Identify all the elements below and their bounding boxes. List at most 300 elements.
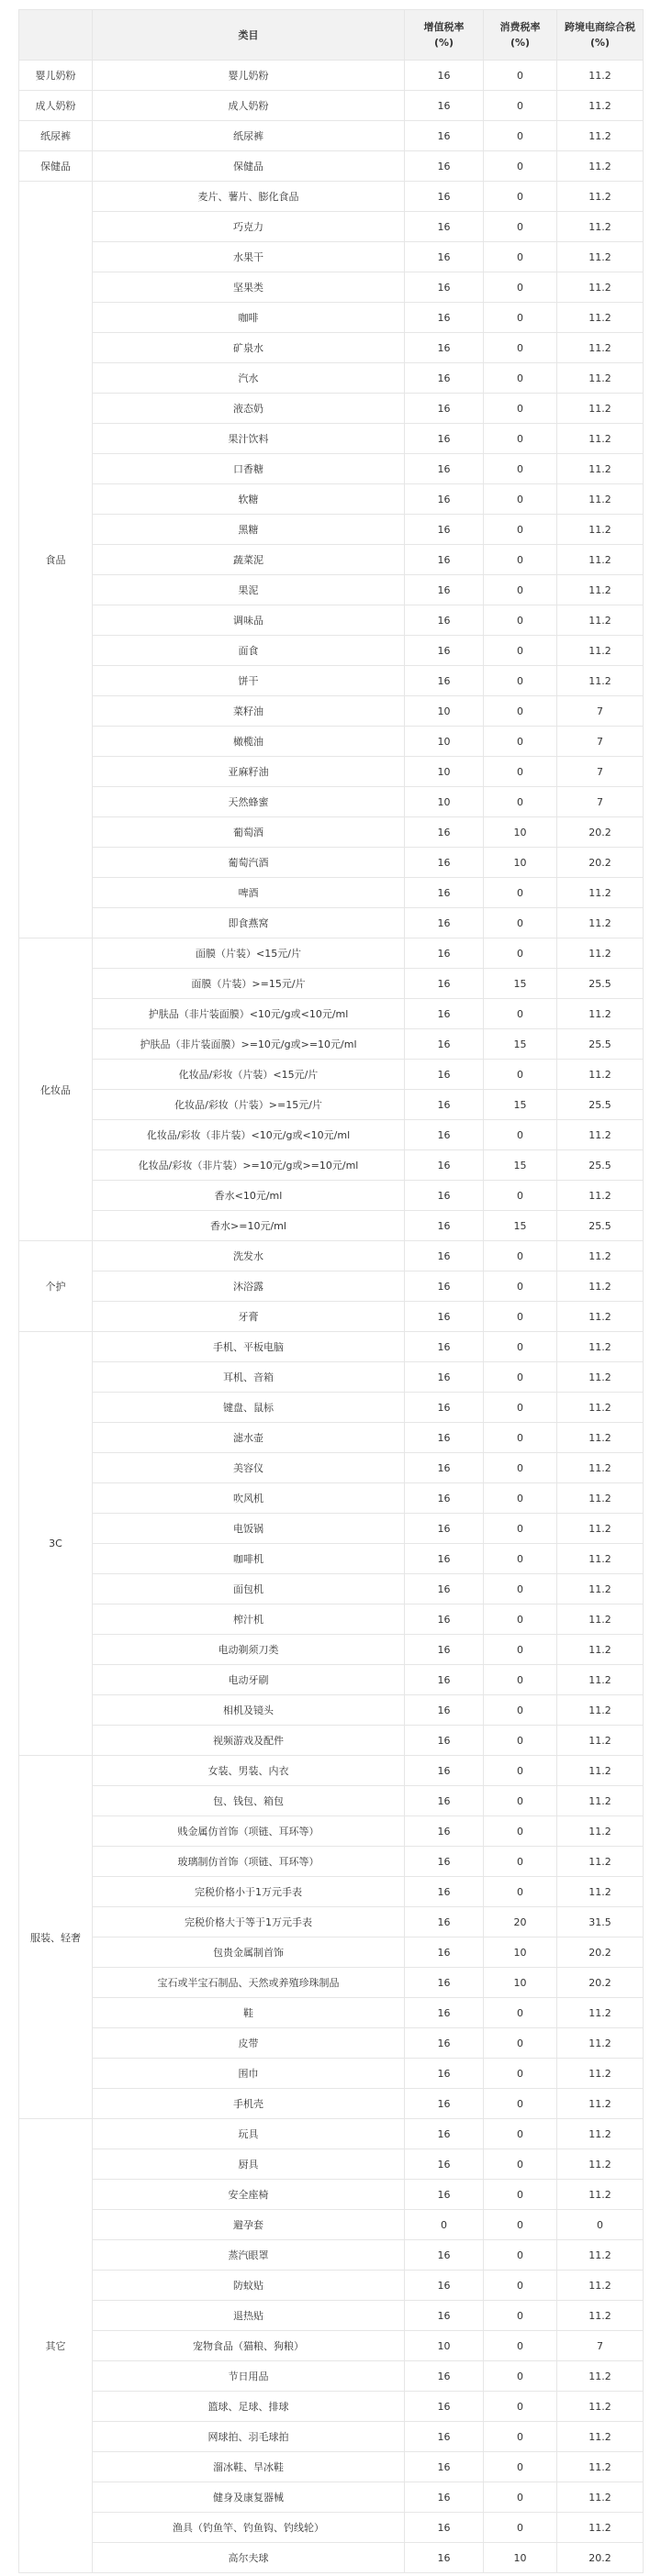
composite-tax-cell: 11.2 — [557, 1393, 644, 1423]
table-row — [19, 2089, 644, 2119]
composite-tax-cell: 11.2 — [557, 91, 644, 121]
item-name-cell: 电动牙刷 — [93, 1665, 405, 1695]
composite-tax-cell: 11.2 — [557, 2089, 644, 2119]
consumption-tax-cell: 0 — [484, 424, 557, 454]
composite-tax-cell: 11.2 — [557, 1120, 644, 1150]
composite-tax-cell: 11.2 — [557, 1756, 644, 1786]
item-name-cell: 篮球、足球、排球 — [93, 2392, 405, 2422]
vat-rate-cell: 16 — [405, 2301, 484, 2331]
consumption-tax-cell: 10 — [484, 1938, 557, 1968]
vat-rate-cell: 16 — [405, 2513, 484, 2543]
consumption-tax-cell: 0 — [484, 121, 557, 151]
composite-tax-cell: 7 — [557, 2331, 644, 2361]
vat-rate-cell: 16 — [405, 1635, 484, 1665]
consumption-tax-cell: 0 — [484, 1302, 557, 1332]
table-row — [19, 2361, 644, 2392]
vat-rate-cell: 16 — [405, 1453, 484, 1483]
vat-rate-cell: 16 — [405, 1665, 484, 1695]
composite-tax-cell: 7 — [557, 757, 644, 787]
table-row — [19, 242, 644, 272]
consumption-tax-cell: 0 — [484, 2149, 557, 2180]
item-name-cell: 口香糖 — [93, 454, 405, 484]
consumption-tax-cell: 0 — [484, 2331, 557, 2361]
consumption-tax-cell: 0 — [484, 2392, 557, 2422]
vat-rate-cell: 10 — [405, 787, 484, 817]
table-row — [19, 938, 644, 969]
consumption-tax-cell: 0 — [484, 182, 557, 212]
consumption-tax-cell: 0 — [484, 1786, 557, 1816]
header-row — [19, 10, 644, 61]
table-row — [19, 1816, 644, 1847]
item-name-cell: 护肤品（非片装面膜）>=10元/g或>=10元/ml — [93, 1029, 405, 1060]
table-row — [19, 636, 644, 666]
table-row — [19, 1877, 644, 1907]
table-row — [19, 1302, 644, 1332]
vat-rate-cell: 16 — [405, 1574, 484, 1604]
consumption-tax-cell: 0 — [484, 1271, 557, 1302]
table-row — [19, 272, 644, 303]
vat-rate-cell: 16 — [405, 969, 484, 999]
vat-rate-cell: 16 — [405, 1393, 484, 1423]
consumption-tax-cell: 0 — [484, 757, 557, 787]
category-group-cell: 服装、轻奢 — [19, 1756, 93, 2119]
composite-tax-cell: 11.2 — [557, 2301, 644, 2331]
composite-tax-cell: 11.2 — [557, 999, 644, 1029]
item-name-cell: 键盘、鼠标 — [93, 1393, 405, 1423]
header-vat-rate-unit: (%) — [433, 37, 454, 49]
header-consumption-tax-unit: (%) — [510, 37, 531, 49]
item-name-cell: 包贵金属制首饰 — [93, 1938, 405, 1968]
vat-rate-cell: 16 — [405, 61, 484, 91]
consumption-tax-cell: 0 — [484, 1847, 557, 1877]
table-row — [19, 1665, 644, 1695]
table-row — [19, 515, 644, 545]
item-name-cell: 面包机 — [93, 1574, 405, 1604]
item-name-cell: 化妆品/彩妆（非片装）<10元/g或<10元/ml — [93, 1120, 405, 1150]
table-row — [19, 2240, 644, 2271]
item-name-cell: 婴儿奶粉 — [93, 61, 405, 91]
consumption-tax-cell: 0 — [484, 787, 557, 817]
consumption-tax-cell: 0 — [484, 696, 557, 727]
composite-tax-cell: 11.2 — [557, 2422, 644, 2452]
composite-tax-cell: 7 — [557, 696, 644, 727]
item-name-cell: 汽水 — [93, 363, 405, 394]
table-row — [19, 2452, 644, 2482]
composite-tax-cell: 11.2 — [557, 1816, 644, 1847]
table-row — [19, 151, 644, 182]
consumption-tax-cell: 0 — [484, 545, 557, 575]
composite-tax-cell: 11.2 — [557, 908, 644, 938]
vat-rate-cell: 16 — [405, 575, 484, 605]
item-name-cell: 贱金属仿首饰（项链、耳环等） — [93, 1816, 405, 1847]
vat-rate-cell: 16 — [405, 999, 484, 1029]
vat-rate-cell: 10 — [405, 696, 484, 727]
header-vat-rate — [405, 10, 484, 61]
consumption-tax-cell: 0 — [484, 2028, 557, 2059]
table-row — [19, 363, 644, 394]
composite-tax-cell: 11.2 — [557, 2119, 644, 2149]
composite-tax-cell: 11.2 — [557, 2392, 644, 2422]
consumption-tax-cell: 0 — [484, 454, 557, 484]
vat-rate-cell: 16 — [405, 182, 484, 212]
consumption-tax-cell: 0 — [484, 2301, 557, 2331]
composite-tax-cell: 25.5 — [557, 969, 644, 999]
table-row — [19, 1150, 644, 1181]
table-row — [19, 2028, 644, 2059]
composite-tax-cell: 11.2 — [557, 1604, 644, 1635]
item-name-cell: 橄榄油 — [93, 727, 405, 757]
consumption-tax-cell: 0 — [484, 1181, 557, 1211]
item-name-cell: 果汁饮料 — [93, 424, 405, 454]
table-row — [19, 1514, 644, 1544]
item-name-cell: 葡萄汽酒 — [93, 848, 405, 878]
item-name-cell: 渔具（钓鱼竿、钓鱼钩、钓线轮） — [93, 2513, 405, 2543]
item-name-cell: 软糖 — [93, 484, 405, 515]
consumption-tax-cell: 0 — [484, 1393, 557, 1423]
composite-tax-cell: 11.2 — [557, 2240, 644, 2271]
consumption-tax-cell: 0 — [484, 1423, 557, 1453]
consumption-tax-cell: 0 — [484, 666, 557, 696]
item-name-cell: 耳机、音箱 — [93, 1362, 405, 1393]
composite-tax-cell: 25.5 — [557, 1090, 644, 1120]
table-row — [19, 575, 644, 605]
item-name-cell: 健身及康复器械 — [93, 2482, 405, 2513]
vat-rate-cell: 16 — [405, 1060, 484, 1090]
composite-tax-cell: 11.2 — [557, 1786, 644, 1816]
item-name-cell: 电动剃须刀类 — [93, 1635, 405, 1665]
item-name-cell: 黑糖 — [93, 515, 405, 545]
table-row — [19, 727, 644, 757]
table-row — [19, 2543, 644, 2573]
table-row — [19, 969, 644, 999]
category-group-cell: 食品 — [19, 182, 93, 938]
composite-tax-cell: 25.5 — [557, 1029, 644, 1060]
composite-tax-cell: 11.2 — [557, 1695, 644, 1726]
vat-rate-cell: 16 — [405, 1423, 484, 1453]
table-row — [19, 454, 644, 484]
vat-rate-cell: 16 — [405, 2271, 484, 2301]
composite-tax-cell: 11.2 — [557, 2149, 644, 2180]
consumption-tax-cell: 15 — [484, 1150, 557, 1181]
table-row — [19, 2513, 644, 2543]
composite-tax-cell: 11.2 — [557, 1665, 644, 1695]
composite-tax-cell: 11.2 — [557, 1362, 644, 1393]
composite-tax-cell: 11.2 — [557, 1241, 644, 1271]
header-composite-tax-label: 跨境电商综合税 — [565, 21, 635, 33]
vat-rate-cell: 16 — [405, 1877, 484, 1907]
consumption-tax-cell: 0 — [484, 605, 557, 636]
composite-tax-cell: 11.2 — [557, 2271, 644, 2301]
vat-rate-cell: 16 — [405, 1514, 484, 1544]
consumption-tax-cell: 0 — [484, 1726, 557, 1756]
item-name-cell: 鞋 — [93, 1998, 405, 2028]
header-consumption-tax — [484, 10, 557, 61]
item-name-cell: 化妆品/彩妆（片装）>=15元/片 — [93, 1090, 405, 1120]
item-name-cell: 避孕套 — [93, 2210, 405, 2240]
vat-rate-cell: 16 — [405, 1816, 484, 1847]
vat-rate-cell: 16 — [405, 1847, 484, 1877]
item-name-cell: 香水>=10元/ml — [93, 1211, 405, 1241]
item-name-cell: 相机及镜头 — [93, 1695, 405, 1726]
table-row — [19, 1604, 644, 1635]
composite-tax-cell: 11.2 — [557, 333, 644, 363]
vat-rate-cell: 16 — [405, 2452, 484, 2482]
consumption-tax-cell: 20 — [484, 1907, 557, 1938]
table-row — [19, 787, 644, 817]
item-name-cell: 安全座椅 — [93, 2180, 405, 2210]
consumption-tax-cell: 0 — [484, 575, 557, 605]
composite-tax-cell: 0 — [557, 2210, 644, 2240]
header-composite-tax-unit: (%) — [589, 37, 611, 49]
consumption-tax-cell: 0 — [484, 1756, 557, 1786]
table-row — [19, 1635, 644, 1665]
category-group-cell: 个护 — [19, 1241, 93, 1332]
vat-rate-cell: 16 — [405, 454, 484, 484]
vat-rate-cell: 16 — [405, 1756, 484, 1786]
item-name-cell: 高尔夫球 — [93, 2543, 405, 2573]
item-name-cell: 电饭锅 — [93, 1514, 405, 1544]
item-name-cell: 液态奶 — [93, 394, 405, 424]
consumption-tax-cell: 10 — [484, 848, 557, 878]
composite-tax-cell: 11.2 — [557, 878, 644, 908]
consumption-tax-cell: 0 — [484, 484, 557, 515]
consumption-tax-cell: 0 — [484, 2059, 557, 2089]
consumption-tax-cell: 0 — [484, 938, 557, 969]
category-group-cell: 3C — [19, 1332, 93, 1756]
vat-rate-cell: 16 — [405, 1968, 484, 1998]
composite-tax-cell: 11.2 — [557, 575, 644, 605]
table-row — [19, 1726, 644, 1756]
vat-rate-cell: 16 — [405, 1786, 484, 1816]
item-name-cell: 化妆品/彩妆（非片装）>=10元/g或>=10元/ml — [93, 1150, 405, 1181]
consumption-tax-cell: 0 — [484, 1604, 557, 1635]
table-row — [19, 212, 644, 242]
consumption-tax-cell: 0 — [484, 242, 557, 272]
vat-rate-cell: 16 — [405, 1907, 484, 1938]
composite-tax-cell: 11.2 — [557, 1423, 644, 1453]
item-name-cell: 牙膏 — [93, 1302, 405, 1332]
table-row — [19, 2422, 644, 2452]
table-row — [19, 1423, 644, 1453]
composite-tax-cell: 11.2 — [557, 545, 644, 575]
vat-rate-cell: 16 — [405, 242, 484, 272]
consumption-tax-cell: 10 — [484, 817, 557, 848]
consumption-tax-cell: 0 — [484, 2513, 557, 2543]
consumption-tax-cell: 0 — [484, 1332, 557, 1362]
composite-tax-cell: 7 — [557, 727, 644, 757]
consumption-tax-cell: 0 — [484, 1574, 557, 1604]
consumption-tax-cell: 0 — [484, 1998, 557, 2028]
item-name-cell: 节日用品 — [93, 2361, 405, 2392]
vat-rate-cell: 16 — [405, 1241, 484, 1271]
vat-rate-cell: 16 — [405, 2059, 484, 2089]
composite-tax-cell: 11.2 — [557, 272, 644, 303]
item-name-cell: 蔬菜泥 — [93, 545, 405, 575]
consumption-tax-cell: 10 — [484, 2543, 557, 2573]
table-row — [19, 333, 644, 363]
consumption-tax-cell: 0 — [484, 272, 557, 303]
table-row — [19, 121, 644, 151]
consumption-tax-cell: 0 — [484, 1816, 557, 1847]
vat-rate-cell: 16 — [405, 878, 484, 908]
vat-rate-cell: 16 — [405, 394, 484, 424]
composite-tax-cell: 11.2 — [557, 1060, 644, 1090]
composite-tax-cell: 20.2 — [557, 2543, 644, 2573]
table-row — [19, 1029, 644, 1060]
vat-rate-cell: 16 — [405, 363, 484, 394]
vat-rate-cell: 16 — [405, 1695, 484, 1726]
vat-rate-cell: 10 — [405, 757, 484, 787]
table-row — [19, 394, 644, 424]
vat-rate-cell: 16 — [405, 2361, 484, 2392]
item-name-cell: 面食 — [93, 636, 405, 666]
table-row — [19, 1907, 644, 1938]
composite-tax-cell: 11.2 — [557, 484, 644, 515]
tax-rate-table — [18, 9, 644, 2573]
composite-tax-cell: 11.2 — [557, 1574, 644, 1604]
vat-rate-cell: 16 — [405, 1726, 484, 1756]
table-row — [19, 2271, 644, 2301]
vat-rate-cell: 16 — [405, 1271, 484, 1302]
item-name-cell: 调味品 — [93, 605, 405, 636]
consumption-tax-cell: 0 — [484, 999, 557, 1029]
table-row — [19, 1847, 644, 1877]
consumption-tax-cell: 0 — [484, 2271, 557, 2301]
vat-rate-cell: 16 — [405, 303, 484, 333]
consumption-tax-cell: 0 — [484, 2180, 557, 2210]
table-row — [19, 1574, 644, 1604]
item-name-cell: 即食燕窝 — [93, 908, 405, 938]
vat-rate-cell: 16 — [405, 938, 484, 969]
item-name-cell: 巧克力 — [93, 212, 405, 242]
consumption-tax-cell: 0 — [484, 908, 557, 938]
consumption-tax-cell: 0 — [484, 1514, 557, 1544]
vat-rate-cell: 16 — [405, 272, 484, 303]
vat-rate-cell: 16 — [405, 2422, 484, 2452]
consumption-tax-cell: 0 — [484, 2240, 557, 2271]
table-row — [19, 1393, 644, 1423]
category-group-cell: 其它 — [19, 2119, 93, 2573]
consumption-tax-cell: 0 — [484, 363, 557, 394]
consumption-tax-cell: 0 — [484, 1060, 557, 1090]
composite-tax-cell: 11.2 — [557, 242, 644, 272]
composite-tax-cell: 25.5 — [557, 1211, 644, 1241]
item-name-cell: 溜冰鞋、旱冰鞋 — [93, 2452, 405, 2482]
table-row — [19, 424, 644, 454]
table-row — [19, 2149, 644, 2180]
consumption-tax-cell: 0 — [484, 2482, 557, 2513]
item-name-cell: 天然蜂蜜 — [93, 787, 405, 817]
item-name-cell: 啤酒 — [93, 878, 405, 908]
header-vat-rate-label: 增值税率 — [423, 21, 465, 33]
consumption-tax-cell: 0 — [484, 1544, 557, 1574]
vat-rate-cell: 16 — [405, 1998, 484, 2028]
composite-tax-cell: 11.2 — [557, 1453, 644, 1483]
composite-tax-cell: 11.2 — [557, 1483, 644, 1514]
item-name-cell: 亚麻籽油 — [93, 757, 405, 787]
vat-rate-cell: 16 — [405, 2028, 484, 2059]
item-name-cell: 围巾 — [93, 2059, 405, 2089]
composite-tax-cell: 11.2 — [557, 394, 644, 424]
table-row — [19, 1786, 644, 1816]
composite-tax-cell: 11.2 — [557, 303, 644, 333]
composite-tax-cell: 20.2 — [557, 817, 644, 848]
item-name-cell: 果泥 — [93, 575, 405, 605]
vat-rate-cell: 16 — [405, 424, 484, 454]
header-category: 类目 — [93, 10, 405, 61]
vat-rate-cell: 16 — [405, 636, 484, 666]
composite-tax-cell: 11.2 — [557, 636, 644, 666]
item-name-cell: 视频游戏及配件 — [93, 1726, 405, 1756]
item-name-cell: 洗发水 — [93, 1241, 405, 1271]
consumption-tax-cell: 0 — [484, 303, 557, 333]
table-row — [19, 1362, 644, 1393]
table-row — [19, 666, 644, 696]
consumption-tax-cell: 15 — [484, 1090, 557, 1120]
vat-rate-cell: 0 — [405, 2210, 484, 2240]
category-group-cell: 保健品 — [19, 151, 93, 182]
consumption-tax-cell: 0 — [484, 61, 557, 91]
vat-rate-cell: 16 — [405, 2119, 484, 2149]
composite-tax-cell: 20.2 — [557, 848, 644, 878]
vat-rate-cell: 16 — [405, 1150, 484, 1181]
vat-rate-cell: 16 — [405, 817, 484, 848]
consumption-tax-cell: 0 — [484, 1635, 557, 1665]
vat-rate-cell: 16 — [405, 2543, 484, 2573]
composite-tax-cell: 11.2 — [557, 515, 644, 545]
item-name-cell: 咖啡机 — [93, 1544, 405, 1574]
item-name-cell: 面膜（片装）>=15元/片 — [93, 969, 405, 999]
composite-tax-cell: 11.2 — [557, 1271, 644, 1302]
consumption-tax-cell: 0 — [484, 1877, 557, 1907]
consumption-tax-cell: 0 — [484, 394, 557, 424]
consumption-tax-cell: 0 — [484, 151, 557, 182]
item-name-cell: 坚果类 — [93, 272, 405, 303]
composite-tax-cell: 11.2 — [557, 1847, 644, 1877]
vat-rate-cell: 16 — [405, 1120, 484, 1150]
consumption-tax-cell: 0 — [484, 1241, 557, 1271]
composite-tax-cell: 11.2 — [557, 212, 644, 242]
table-row — [19, 999, 644, 1029]
consumption-tax-cell: 0 — [484, 2452, 557, 2482]
table-row — [19, 545, 644, 575]
table-row — [19, 182, 644, 212]
composite-tax-cell: 11.2 — [557, 2180, 644, 2210]
item-name-cell: 退热贴 — [93, 2301, 405, 2331]
vat-rate-cell: 16 — [405, 2089, 484, 2119]
composite-tax-cell: 11.2 — [557, 2028, 644, 2059]
composite-tax-cell: 11.2 — [557, 1181, 644, 1211]
vat-rate-cell: 10 — [405, 2331, 484, 2361]
vat-rate-cell: 16 — [405, 333, 484, 363]
table-row — [19, 2180, 644, 2210]
consumption-tax-cell: 10 — [484, 1968, 557, 1998]
vat-rate-cell: 16 — [405, 1483, 484, 1514]
table-row — [19, 817, 644, 848]
vat-rate-cell: 16 — [405, 848, 484, 878]
item-name-cell: 玻璃制仿首饰（项链、耳环等） — [93, 1847, 405, 1877]
composite-tax-cell: 11.2 — [557, 454, 644, 484]
composite-tax-cell: 11.2 — [557, 2361, 644, 2392]
item-name-cell: 沐浴露 — [93, 1271, 405, 1302]
vat-rate-cell: 16 — [405, 666, 484, 696]
table-row — [19, 605, 644, 636]
vat-rate-cell: 16 — [405, 515, 484, 545]
consumption-tax-cell: 0 — [484, 1453, 557, 1483]
item-name-cell: 化妆品/彩妆（片装）<15元/片 — [93, 1060, 405, 1090]
composite-tax-cell: 11.2 — [557, 2482, 644, 2513]
composite-tax-cell: 11.2 — [557, 1877, 644, 1907]
